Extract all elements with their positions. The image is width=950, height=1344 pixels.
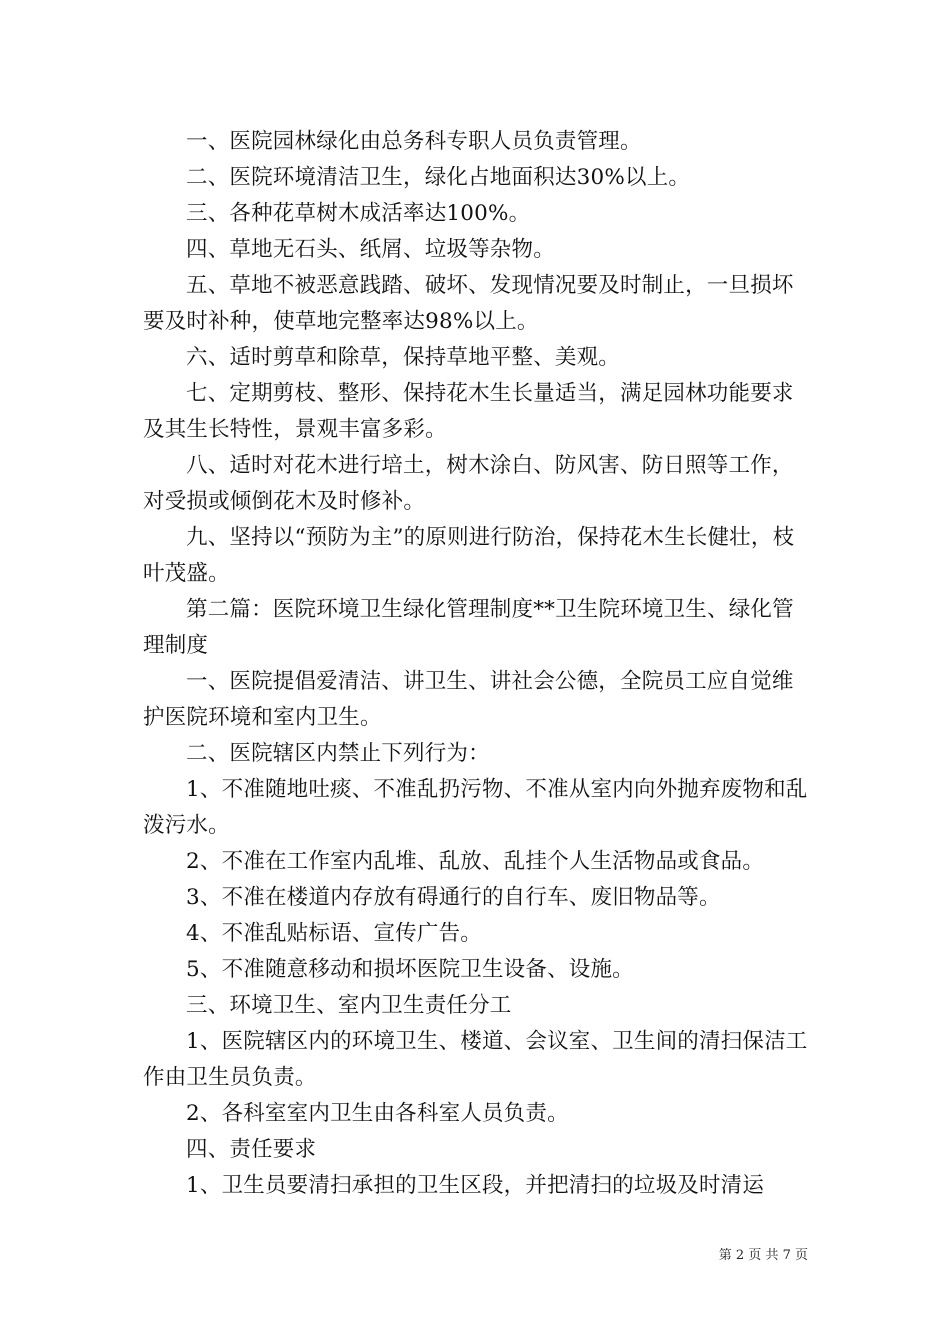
paragraph: 六、适时剪草和除草，保持草地平整、美观。	[186, 345, 621, 370]
page-number-footer: 第 2 页 共 7 页	[718, 1248, 808, 1263]
section-heading: 第二篇：医院环境卫生绿化管理制度**卫生院环境卫生、绿化管理制度	[143, 597, 794, 658]
paragraph: 八、适时对花木进行培土，树木涂白、防风害、防日照等工作，对受损或倾倒花木及时修补。	[143, 453, 794, 514]
paragraph: 五、草地不被恶意践踏、破坏、发现情况要及时制止，一旦损坏要及时补种，使草地完整率达98%以上。	[143, 273, 794, 334]
paragraph: 5、不准随意移动和损坏医院卫生设备、设施。	[186, 957, 634, 982]
paragraph: 一、医院园林绿化由总务科专职人员负责管理。	[186, 129, 642, 154]
paragraph: 二、医院环境清洁卫生，绿化占地面积达30%以上。	[186, 165, 691, 190]
paragraph: 四、责任要求	[186, 1137, 317, 1162]
paragraph: 1、医院辖区内的环境卫生、楼道、会议室、卫生间的清扫保洁工作由卫生员负责。	[143, 1029, 808, 1090]
document-body	[143, 124, 811, 1204]
paragraph: 2、不准在工作室内乱堆、乱放、乱挂个人生活物品或食品。	[186, 849, 765, 874]
paragraph: 三、环境卫生、室内卫生责任分工	[186, 993, 512, 1018]
paragraph: 九、坚持以“预防为主”的原则进行防治，保持花木生长健壮，枝叶茂盛。	[143, 525, 795, 586]
paragraph: 七、定期剪枝、整形、保持花木生长量适当，满足园林功能要求及其生长特性，景观丰富多彩。	[143, 381, 794, 442]
paragraph: 二、医院辖区内禁止下列行为：	[186, 741, 490, 766]
paragraph: 1、不准随地吐痰、不准乱扔污物、不准从室内向外抛弃废物和乱泼污水。	[143, 777, 808, 838]
paragraph: 3、不准在楼道内存放有碍通行的自行车、废旧物品等。	[186, 885, 721, 910]
paragraph: 1、卫生员要清扫承担的卫生区段，并把清扫的垃圾及时清运	[186, 1173, 765, 1198]
paragraph: 一、医院提倡爱清洁、讲卫生、讲社会公德，全院员工应自觉维护医院环境和室内卫生。	[143, 669, 794, 730]
paragraph: 四、草地无石头、纸屑、垃圾等杂物。	[186, 237, 555, 262]
paragraph: 三、各种花草树木成活率达100%。	[186, 201, 531, 226]
paragraph: 2、各科室室内卫生由各科室人员负责。	[186, 1101, 569, 1126]
paragraph: 4、不准乱贴标语、宣传广告。	[186, 921, 482, 946]
